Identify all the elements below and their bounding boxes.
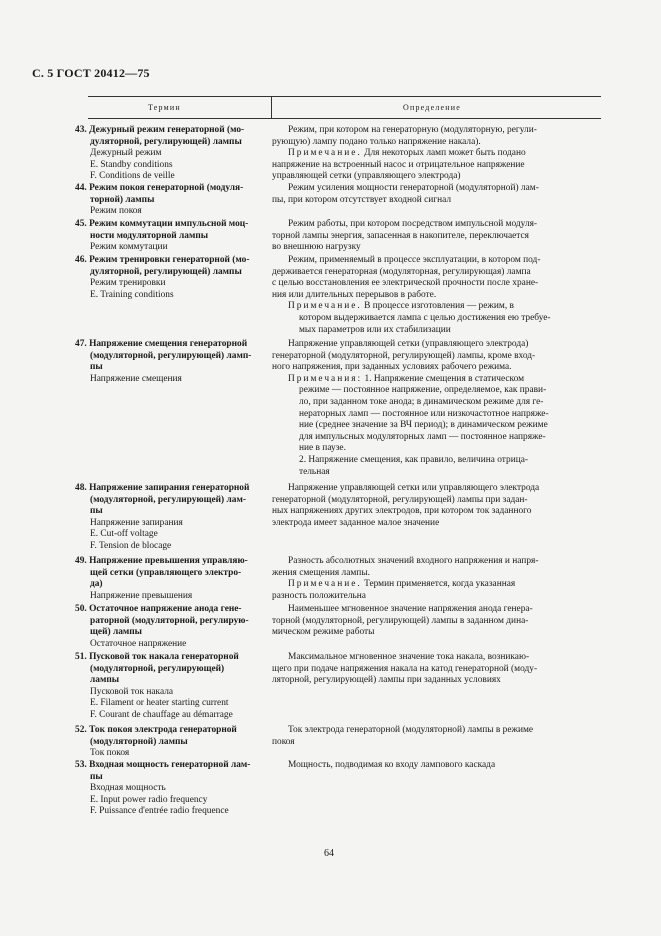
term-name-line — [75, 760, 270, 772]
note-line: ние в паузе. — [299, 443, 346, 454]
term-synonym: F. Tension de blocage — [90, 540, 172, 551]
term-cell — [75, 604, 270, 650]
definition-cell — [272, 255, 598, 336]
note-line: напряжение на встроенный насос и отрицательное напряжение — [272, 159, 525, 170]
definition-line: Разность абсолютных значений входного напряжения и напря- — [288, 556, 539, 566]
term-name-line: (модуляторной, регулирующей) ламп- — [90, 350, 252, 361]
definition-line: пы, при котором отсутствует входной сигнал — [272, 194, 452, 205]
term-number: 45. — [75, 219, 87, 229]
term-name-text: Режим тренировки генераторной (мо- — [89, 255, 250, 265]
term-name-text: Дежурный режим генераторной (мо- — [89, 125, 245, 135]
term-number: 51. — [75, 652, 87, 662]
term-number: 53. — [75, 760, 87, 770]
definition-line: генераторной (модуляторной, регулирующей) лампы при задан- — [272, 494, 528, 505]
definition-cell — [272, 219, 598, 254]
term-synonym: Режим покоя — [90, 206, 142, 217]
term-name-line: раторной (модуляторной, регулирую- — [90, 615, 249, 626]
definition-line: щего при подаче напряжения накала на катод генераторной (моду- — [272, 663, 538, 674]
term-number: 46. — [75, 255, 87, 265]
term-cell — [75, 760, 270, 818]
term-synonym: Режим тренировки — [90, 278, 166, 289]
term-cell — [75, 725, 270, 760]
definition-cell — [272, 125, 598, 183]
note-label: Примечания: — [288, 373, 363, 384]
term-synonym: Пусковой ток накала — [90, 686, 174, 697]
definition-line: Режим, применяемый в процессе эксплуатации, в котором под- — [288, 255, 541, 265]
note-label: Примечание. — [288, 301, 362, 312]
term-number: 49. — [75, 556, 87, 566]
note-line: тельная — [299, 466, 330, 477]
definition-line: с целью восстановления ее электрической прочности после хране- — [272, 278, 539, 289]
definition-cell — [272, 556, 598, 602]
definition-cell — [272, 725, 598, 748]
term-name-line: пы — [90, 771, 103, 782]
term-name-line: пы — [90, 506, 103, 517]
term-name-line: (модуляторной) лампы — [90, 736, 188, 747]
term-synonym: E. Input power radio frequency — [90, 794, 208, 805]
term-name-line: (модуляторной, регулирующей) лам- — [90, 494, 246, 505]
note-line: мых параметров или их стабилизации — [299, 324, 451, 335]
term-synonym: E. Filament or heater starting current — [90, 698, 229, 709]
table-header-rule — [88, 118, 601, 119]
note-text: Для некоторых ламп может быть подано — [364, 148, 526, 159]
definition-cell — [272, 483, 598, 529]
note-line: для импульсных модуляторных ламп — постоянное напряже- — [299, 431, 546, 442]
term-name-text: Режим коммутации импульсной моц- — [89, 219, 249, 229]
term-number: 44. — [75, 183, 87, 193]
term-name-text: Пусковой ток накала генераторной — [89, 652, 239, 662]
note-line: 2. Напряжение смещения, как правило, величина отрица- — [299, 454, 529, 465]
term-name-line: (модуляторной, регулирующей) — [90, 663, 225, 674]
term-name-line — [75, 556, 270, 568]
term-name-line — [75, 725, 270, 737]
term-cell — [75, 125, 270, 183]
term-name-line: дуляторной, регулирующей) лампы — [90, 136, 242, 147]
term-number: 52. — [75, 725, 87, 735]
term-name-line — [75, 255, 270, 267]
term-name-text: Входная мощность генераторной лам- — [89, 760, 251, 770]
term-synonym: F. Courant de chauffage au démarrage — [90, 709, 233, 720]
note-line: ло, при заданном токе анода; в динамическом режиме для ге- — [299, 396, 544, 407]
definition-line: рующую) лампу подано только напряжение накала). — [272, 136, 481, 147]
definition-line: электрода имеет заданное малое значение — [272, 517, 440, 528]
definition-line: Наименьшее мгновенное значение напряжения анода генера- — [288, 604, 533, 614]
note-line: нераторных ламп — постоянное или низкочастотное напряже- — [299, 408, 549, 419]
term-cell — [75, 483, 270, 553]
page-number: 64 — [324, 848, 334, 859]
definition-cell — [272, 652, 598, 687]
term-number: 48. — [75, 483, 87, 493]
term-name-line — [75, 339, 270, 351]
term-name-line — [75, 604, 270, 616]
note-line — [272, 374, 598, 386]
term-cell — [75, 556, 270, 602]
term-name-line — [75, 183, 270, 195]
term-number: 43. — [75, 125, 87, 135]
term-name-text: Остаточное напряжение анода гене- — [89, 604, 242, 614]
term-synonym: F. Puissance d'entrée radio frequence — [90, 806, 229, 817]
table-top-rule — [88, 96, 601, 97]
definition-line: Режим, при котором на генераторную (модуляторную, регули- — [288, 125, 537, 135]
term-name-text: Напряжение превышения управляю- — [89, 556, 248, 566]
definition-line: держивается генераторная (модуляторная, регулирующая) лампа — [272, 266, 531, 277]
definition-cell — [272, 339, 598, 478]
term-synonym: Ток покоя — [90, 748, 130, 759]
definition-line: Максимальное мгновенное значение тока накала, возникаю- — [288, 652, 530, 662]
term-name-line: торной) лампы — [90, 194, 155, 205]
term-name-line — [75, 652, 270, 664]
definition-line: генераторной (модуляторной, регулирующей) лампы, кроме вход- — [272, 350, 536, 361]
term-name-text: Напряжение смещения генераторной — [89, 339, 248, 349]
term-number: 47. — [75, 339, 87, 349]
definition-line: торной (модуляторной, регулирующей) лампы в заданном дина- — [272, 615, 529, 626]
definition-line: Ток электрода генераторной (модуляторной) лампы в режиме — [288, 725, 534, 735]
note-line: режиме — постоянное напряжение, определяемое, как прави- — [299, 385, 547, 396]
definition-line: торной лампы энергия, запасенная в накопителе, переключается — [272, 230, 529, 241]
note-text: В процессе изготовления — режим, в — [364, 301, 514, 312]
term-name-text: Ток покоя электрода генераторной — [89, 725, 237, 735]
definition-line: Режим работы, при котором посредством импульсной модуля- — [288, 219, 538, 229]
definition-line: ных напряжениях других электродов, при котором ток заданного — [272, 506, 532, 517]
term-synonym: Входная мощность — [90, 783, 166, 794]
definition-line: во внешнюю нагрузку — [272, 242, 361, 253]
term-cell — [75, 255, 270, 301]
term-synonym: E. Cut-off voltage — [90, 529, 158, 540]
note-line: разность положительна — [272, 590, 366, 601]
term-name-line: да) — [90, 579, 103, 590]
term-synonym: Остаточное напряжение — [90, 638, 187, 649]
note-label: Примечание. — [288, 579, 362, 590]
term-name-line: ности модуляторной лампы — [90, 230, 209, 241]
term-synonym: Напряжение смещения — [90, 373, 182, 384]
term-name-line — [75, 125, 270, 137]
term-name-line: щей сетки (управляющего электро- — [90, 567, 242, 578]
note-line — [272, 579, 598, 591]
definition-line: ния или длительных перерывов в работе. — [272, 289, 437, 300]
column-divider — [271, 97, 272, 118]
note-line — [272, 301, 598, 313]
term-name-line — [75, 219, 270, 231]
term-name-line: дуляторной, регулирующей) лампы — [90, 266, 242, 277]
definition-cell — [272, 183, 598, 206]
definition-line: жения смещения лампы. — [272, 567, 370, 578]
note-line: котором выдерживается лампа с целью достижения ею требуе- — [299, 312, 551, 323]
definition-line: ляторной, регулирующей) лампы при заданных условиях — [272, 675, 501, 686]
term-name-line: щей) лампы — [90, 627, 142, 638]
term-synonym: Напряжение запирания — [90, 517, 183, 528]
note-line: ние (среднее значение за ВЧ период); в динамическом режиме — [299, 420, 548, 431]
term-synonym: F. Conditions de veille — [90, 171, 175, 182]
page-header: С. 5 ГОСТ 20412—75 — [32, 66, 150, 80]
note-line: управляющей сетки (управляющего электрода) — [272, 171, 461, 182]
term-number: 50. — [75, 604, 87, 614]
note-text: Термин применяется, когда указанная — [364, 579, 516, 590]
term-synonym: E. Training conditions — [90, 289, 174, 300]
definition-line: Режим усиления мощности генераторной (модуляторной) лам- — [288, 183, 539, 193]
definition-line: Мощность, подводимая ко входу лампового каскада — [288, 760, 496, 770]
definition-cell — [272, 604, 598, 639]
definition-line: ного напряжения, при заданных условиях рабочего режима. — [272, 362, 512, 373]
term-name-line: пы — [90, 362, 103, 373]
note-label: Примечание. — [288, 148, 362, 159]
term-cell — [75, 652, 270, 722]
term-cell — [75, 339, 270, 385]
term-synonym: Напряжение превышения — [90, 590, 193, 601]
term-synonym: Режим коммутации — [90, 242, 168, 253]
note-text: 1. Напряжение смещения в статическом — [364, 373, 525, 384]
term-name-line — [75, 483, 270, 495]
term-synonym: Дежурный режим — [90, 148, 162, 159]
definition-line: Напряжение управляющей сетки или управляющего электрода — [288, 483, 540, 493]
definition-line: покоя — [272, 736, 295, 747]
column-header-term: Термин — [148, 103, 181, 112]
definition-cell — [272, 760, 598, 772]
term-synonym: E. Standby conditions — [90, 159, 173, 170]
column-header-definition: Определение — [403, 103, 461, 112]
definition-line: мическом режиме работы — [272, 627, 375, 638]
definition-line: Напряжение управляющей сетки (управляющего электрода) — [288, 339, 529, 349]
term-cell — [75, 183, 270, 218]
term-cell — [75, 219, 270, 254]
term-name-line: лампы — [90, 675, 120, 686]
term-name-text: Режим покоя генераторной (модуля- — [89, 183, 244, 193]
term-name-text: Напряжение запирания генераторной — [89, 483, 250, 493]
note-line — [272, 148, 598, 160]
